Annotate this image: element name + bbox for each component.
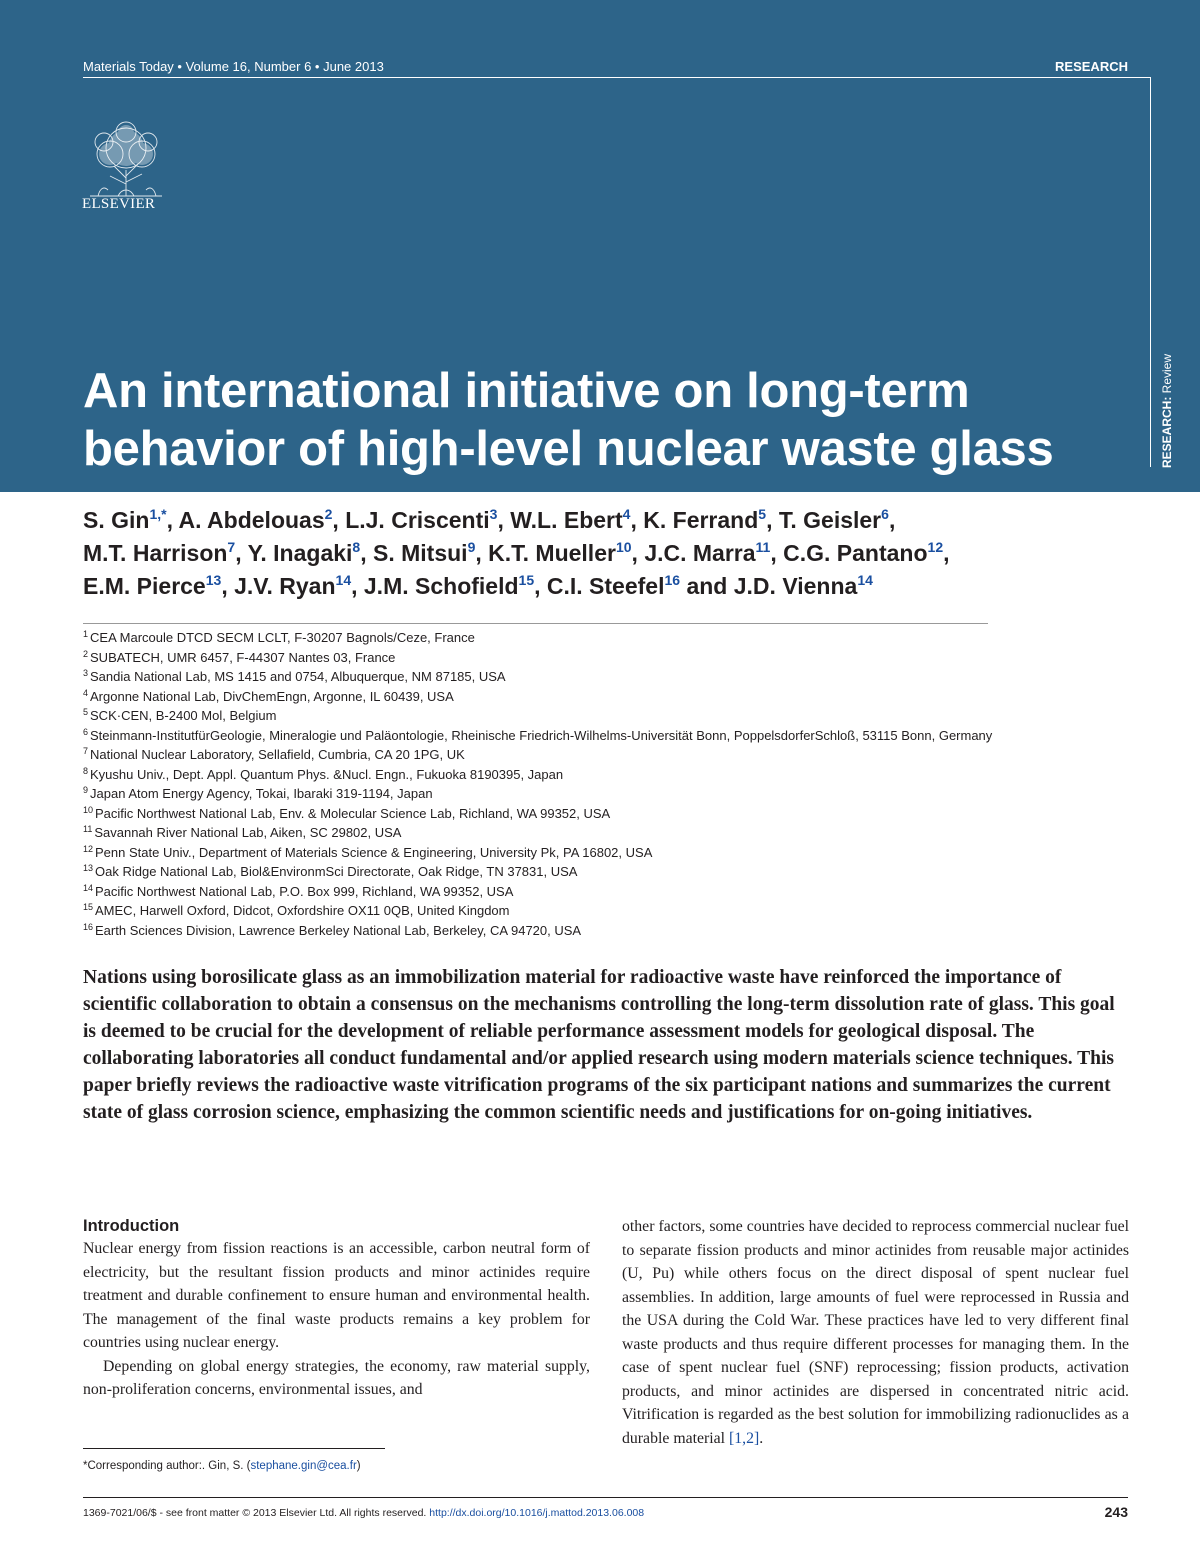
author-name: K.T. Mueller [488, 540, 616, 566]
affiliation-item [83, 628, 1173, 648]
author-name: L.J. Criscenti [345, 507, 490, 533]
citation-link[interactable]: [1,2] [729, 1429, 760, 1447]
affiliation-item [83, 648, 1173, 668]
affiliation-divider [83, 623, 988, 624]
affiliation-marker[interactable]: 3 [489, 506, 498, 522]
body-column-left [83, 1215, 590, 1402]
affiliation-marker[interactable]: 11 [755, 539, 771, 555]
author-name: S. Mitsui [373, 540, 468, 566]
paragraph: other factors, some countries have decided to reprocess commercial nuclear fuel to separate fission products and minor actinides from reusable major actinides (U, Pu) while others focus on the direct disposal of spent nuclear fuel assemblies. In addition, large amounts of fuel were reprocessed in Russia and the USA during the Cold War. These practices have led to very different final waste products and thus require different processes for managing them. In the case of spent nuclear fuel (SNF) reprocessing; fission products, activation products, and minor actinides are dispersed in concentrated nitric acid. Vitrification is regarded as the best solution for immobilizing radionuclides as a durable material [1,2]. [622, 1218, 1129, 1447]
doi-link[interactable]: http://dx.doi.org/10.1016/j.mattod.2013.06.008 [429, 1507, 645, 1519]
paragraph: Nuclear energy from fission reactions is an accessible, carbon neutral form of electricity, but the resultant fission products and minor actinides require treatment and durable confinement to ensure human and environmental health. The management of the final waste products remains a key problem for countries using nuclear energy. [83, 1240, 590, 1351]
affiliation-text: Oak Ridge National Lab, Biol&EnvironmSci Directorate, Oak Ridge, TN 37831, USA [95, 864, 578, 879]
author-name: J.D. Vienna [733, 573, 858, 599]
affiliation-text: Earth Sciences Division, Lawrence Berkeley National Lab, Berkeley, CA 94720, USA [95, 922, 582, 938]
affiliation-item [83, 667, 1173, 687]
affiliation-item [83, 901, 1173, 921]
affiliation-item [83, 882, 1173, 902]
affiliation-marker[interactable]: 13 [205, 572, 222, 588]
introduction-heading: Introduction [83, 1217, 180, 1235]
affiliation-number: 8 [83, 765, 89, 776]
author-name: J.C. Marra [644, 540, 756, 566]
author-name: C.I. Steefel [546, 573, 665, 599]
author-name: J.V. Ryan [234, 573, 336, 599]
affiliation-number: 15 [83, 902, 94, 912]
header-band [0, 0, 1200, 492]
affiliation-marker[interactable]: 6 [881, 506, 889, 522]
affiliation-number: 11 [83, 824, 93, 834]
affiliation-number: 10 [83, 804, 94, 815]
side-section-label: RESEARCH: Review [1160, 353, 1174, 468]
affiliation-item [83, 706, 1173, 726]
affiliation-text: SCK·CEN, B-2400 Mol, Belgium [90, 708, 277, 723]
affiliation-text: Pacific Northwest National Lab, Env. & Molecular Science Lab, Richland, WA 99352, USA [95, 805, 611, 821]
affiliation-marker[interactable]: 4 [622, 506, 631, 522]
body-column-right [622, 1215, 1129, 1450]
header-divider [83, 77, 1151, 78]
affiliation-item [83, 921, 1173, 941]
author-line-2: M.T. Harrison$^7$, Y. Inagaki$^8$, S. Mitsui$^9$, K.T. Mueller$^{10}$, J.C. Marra$^{11}$, C.G. Pantano$^{12}$, [83, 539, 950, 566]
affiliation-item [83, 843, 1173, 863]
affiliation-marker[interactable]: 2 [324, 506, 333, 522]
author-name: K. Ferrand [643, 507, 759, 533]
affiliation-marker[interactable]: 14 [857, 572, 873, 588]
affiliation-marker[interactable]: 5 [758, 506, 767, 522]
affiliation-text: Pacific Northwest National Lab, P.O. Box 999, Richland, WA 99352, USA [95, 883, 514, 899]
affiliation-text: Kyushu Univ., Dept. Appl. Quantum Phys. &Nucl. Engn., Fukuoka 8190395, Japan [90, 766, 564, 782]
affiliation-marker[interactable]: 14 [335, 572, 352, 588]
author-email-link[interactable]: stephane.gin@cea.fr [250, 1460, 357, 1472]
affiliation-item [83, 745, 1173, 765]
affiliation-text: CEA Marcoule DTCD SECM LCLT, F-30207 Bagnols/Ceze, France [90, 630, 475, 645]
affiliation-number: 7 [83, 746, 89, 756]
author-list [83, 504, 1153, 603]
corresponding-author-note: *Corresponding author:. Gin, S. (stephane.gin@cea.fr) [83, 1460, 361, 1472]
affiliation-item [83, 804, 1173, 824]
affiliation-marker[interactable]: 1,* [149, 506, 167, 522]
copyright-line: 1369-7021/06/$ - see front matter © 2013 Elsevier Ltd. All rights reserved. http://dx.doi.org/10.1016/j.mattod.2013.06.008 [83, 1507, 645, 1519]
affiliation-number: 16 [83, 921, 94, 932]
author-name: E.M. Pierce [83, 573, 206, 599]
affiliation-number: 6 [83, 726, 89, 737]
article-title [83, 362, 1143, 478]
affiliation-number: 1 [83, 629, 89, 639]
affiliation-text: Argonne National Lab, DivChemEngn, Argonne, IL 60439, USA [90, 688, 454, 704]
affiliation-item [83, 823, 1173, 843]
affiliation-number: 3 [83, 668, 89, 678]
publisher-wordmark: ELSEVIER [82, 196, 156, 212]
author-name: A. Abdelouas [178, 507, 325, 533]
author-name: Y. Inagaki [247, 540, 353, 566]
section-label: RESEARCH [1055, 59, 1128, 74]
author-line-3: E.M. Pierce$^{13}$, J.V. Ryan$^{14}$, J.M. Schofield$^{15}$, C.I. Steefel$^{16}$ and J.D. Vienna$^{14}$ [83, 572, 873, 599]
abstract: Nations using borosilicate glass as an immobilization material for radioactive waste have reinforced the importance of scientific collaboration to obtain a consensus on the mechanisms controlling the long-term dissolution rate of glass. This goal is deemed to be crucial for the development of reliable performance assessment models for geological disposal. The collaborating laboratories all conduct fundamental and/or applied research using modern materials science techniques. This paper briefly reviews the radioactive waste vitrification programs of the six participant nations and summarizes the current state of glass corrosion science, emphasizing the common scientific needs and justifications for on-going initiatives. [83, 967, 1115, 1123]
affiliation-item [83, 687, 1173, 707]
journal-citation: Materials Today • Volume 16, Number 6 • June 2013 [83, 59, 384, 74]
side-divider [1150, 77, 1151, 467]
affiliation-text: National Nuclear Laboratory, Sellafield, Cumbria, CA 20 1PG, UK [90, 747, 465, 762]
affiliation-marker[interactable]: 12 [927, 539, 944, 555]
author-name: C.G. Pantano [783, 540, 928, 566]
affiliation-marker[interactable]: 10 [615, 539, 632, 555]
affiliation-text: AMEC, Harwell Oxford, Didcot, Oxfordshire OX11 0QB, United Kingdom [95, 903, 510, 918]
affiliation-marker[interactable]: 7 [227, 539, 236, 555]
title-line-1: An international initiative on long-term [83, 364, 970, 418]
affiliation-number: 4 [83, 687, 89, 698]
affiliation-list [83, 628, 1173, 940]
affiliation-number: 12 [83, 843, 94, 854]
affiliation-text: Savannah River National Lab, Aiken, SC 29802, USA [94, 825, 402, 840]
author-name: T. Geisler [778, 507, 882, 533]
page-number: 243 [1104, 1504, 1128, 1520]
affiliation-item [83, 784, 1173, 804]
author-name: W.L. Ebert [510, 507, 623, 533]
affiliation-item [83, 862, 1173, 882]
affiliation-marker[interactable]: 8 [352, 539, 361, 555]
affiliation-marker[interactable]: 9 [467, 539, 476, 555]
affiliation-number: 5 [83, 707, 89, 717]
paragraph: Depending on global energy strategies, the economy, raw material supply, non-proliferation concerns, environmental issues, and [83, 1357, 590, 1398]
affiliation-marker[interactable]: 15 [518, 572, 535, 588]
affiliation-number: 13 [83, 863, 94, 873]
affiliation-number: 2 [83, 648, 89, 659]
author-name: J.M. Schofield [363, 573, 519, 599]
affiliation-text: Steinmann-InstitutfürGeologie, Mineralogie und Paläontologie, Rheinische Friedrich-Wilhelms-Universität Bonn, PoppelsdorferSchloß, 53115 Bonn, Germany [90, 727, 993, 743]
affiliation-text: Sandia National Lab, MS 1415 and 0754, Albuquerque, NM 87185, USA [90, 669, 506, 684]
affiliation-text: SUBATECH, UMR 6457, F-44307 Nantes 03, France [90, 649, 396, 665]
affiliation-text: Penn State Univ., Department of Materials Science & Engineering, University Pk, PA 16802, USA [95, 844, 653, 860]
author-name: S. Gin [83, 507, 150, 533]
author-line-1: S. Gin$^{1,*}$, A. Abdelouas$^2$, L.J. Criscenti$^3$, W.L. Ebert$^4$, K. Ferrand$^5$, T. Geisler$^6$, [83, 506, 896, 533]
affiliation-number: 9 [83, 785, 89, 795]
footnote-divider [83, 1448, 385, 1449]
affiliation-item [83, 726, 1173, 746]
affiliation-item [83, 765, 1173, 785]
affiliation-marker[interactable]: 16 [664, 572, 681, 588]
affiliation-number: 14 [83, 882, 94, 893]
author-name: M.T. Harrison [83, 540, 228, 566]
affiliation-text: Japan Atom Energy Agency, Tokai, Ibaraki 319-1194, Japan [90, 786, 433, 801]
footer-divider [83, 1497, 1128, 1498]
title-line-2: behavior of high-level nuclear waste glass [83, 422, 1054, 476]
